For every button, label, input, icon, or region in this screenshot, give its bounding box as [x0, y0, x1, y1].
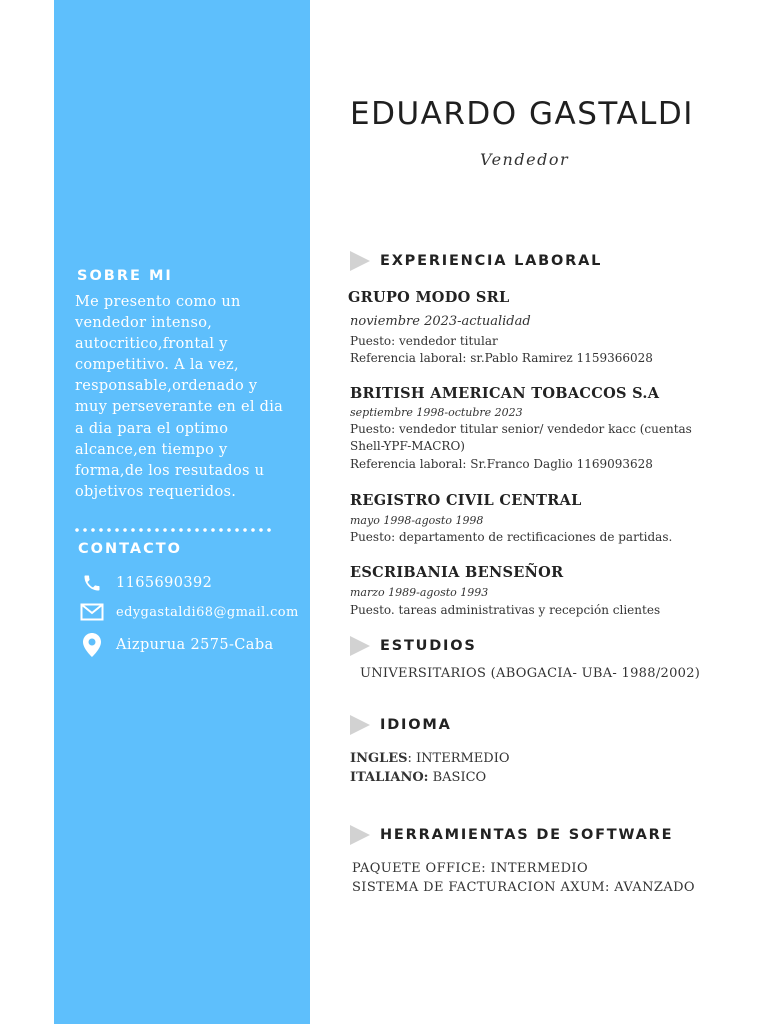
job-dates: marzo 1989-agosto 1993: [350, 586, 489, 599]
contact-email: [80, 603, 299, 621]
software-item: PAQUETE OFFICE: INTERMEDIO: [352, 861, 588, 876]
job-dates: noviembre 2023-actualidad: [350, 314, 531, 329]
language-level: INTERMEDIO: [416, 751, 510, 766]
about-line: muy perseverante en el dia: [75, 399, 284, 416]
job-company: ESCRIBANIA BENSEÑOR: [350, 564, 564, 581]
job-reference: Referencia laboral: Sr.Franco Daglio 1169093628: [350, 457, 653, 471]
job-position: Shell-YPF-MACRO): [350, 439, 465, 453]
email-address: edygastaldi68@gmail.com: [116, 604, 299, 620]
full-name: EDUARDO GASTALDI: [350, 96, 694, 132]
about-line: forma,de los resutados u: [75, 462, 265, 479]
education-text: UNIVERSITARIOS (ABOGACIA- UBA- 1988/2002): [360, 666, 701, 681]
job-dates: septiembre 1998-octubre 2023: [350, 406, 523, 419]
job-position: Puesto: departamento de rectificaciones de partidas.: [350, 530, 673, 544]
software-item: SISTEMA DE FACTURACION AXUM: AVANZADO: [352, 880, 695, 895]
job-company: BRITISH AMERICAN TOBACCOS S.A: [350, 385, 660, 402]
education-section-header: [350, 636, 477, 656]
about-line: Me presento como un: [75, 294, 241, 310]
location-pin-icon: [80, 633, 104, 657]
triangle-bullet-icon: [350, 715, 370, 735]
about-line: responsable,ordenado y: [75, 378, 258, 395]
dotted-divider: [73, 526, 273, 534]
language-item: [350, 770, 486, 785]
section-title: EXPERIENCIA LABORAL: [380, 253, 603, 269]
mail-icon: [80, 603, 104, 621]
language-separator: :: [407, 751, 417, 766]
triangle-bullet-icon: [350, 636, 370, 656]
language-level: BASICO: [432, 770, 487, 785]
phone-icon: [80, 573, 104, 593]
about-line: autocritico,frontal y: [75, 336, 228, 353]
about-line: vendedor intenso,: [75, 315, 213, 332]
language-item: [350, 751, 510, 766]
job-position: Puesto: vendedor titular: [350, 334, 498, 348]
job-dates: mayo 1998-agosto 1998: [350, 514, 484, 527]
languages-section-header: [350, 715, 452, 735]
sidebar: [54, 0, 310, 1024]
about-line: alcance,en tiempo y: [75, 441, 228, 458]
address-text: Aizpurua 2575-Caba: [116, 637, 274, 653]
about-line: a dia para el optimo: [75, 420, 229, 437]
triangle-bullet-icon: [350, 251, 370, 271]
about-line: objetivos requeridos.: [75, 483, 237, 500]
about-line: competitivo. A la vez,: [75, 357, 239, 374]
contact-heading: CONTACTO: [78, 541, 182, 557]
job-role: Vendedor: [480, 150, 570, 169]
section-title: ESTUDIOS: [380, 638, 477, 654]
section-title: IDIOMA: [380, 717, 452, 733]
about-text: [75, 292, 295, 503]
section-title: HERRAMIENTAS DE SOFTWARE: [380, 827, 674, 843]
experience-section-header: [350, 251, 602, 271]
job-company: GRUPO MODO SRL: [348, 289, 510, 306]
language-name: INGLES: [350, 751, 408, 766]
about-heading: SOBRE MI: [77, 268, 173, 284]
phone-number: 1165690392: [116, 575, 213, 591]
job-position: Puesto. tareas administrativas y recepción clientes: [350, 603, 661, 617]
job-position: Puesto: vendedor titular senior/ vendedor kacc (cuentas: [350, 422, 692, 436]
language-name: ITALIANO:: [350, 770, 429, 785]
software-section-header: [350, 825, 673, 845]
job-company: REGISTRO CIVIL CENTRAL: [350, 492, 582, 509]
triangle-bullet-icon: [350, 825, 370, 845]
job-reference: Referencia laboral: sr.Pablo Ramirez 1159366028: [350, 351, 653, 365]
contact-phone: [80, 573, 212, 593]
contact-address: [80, 633, 274, 657]
